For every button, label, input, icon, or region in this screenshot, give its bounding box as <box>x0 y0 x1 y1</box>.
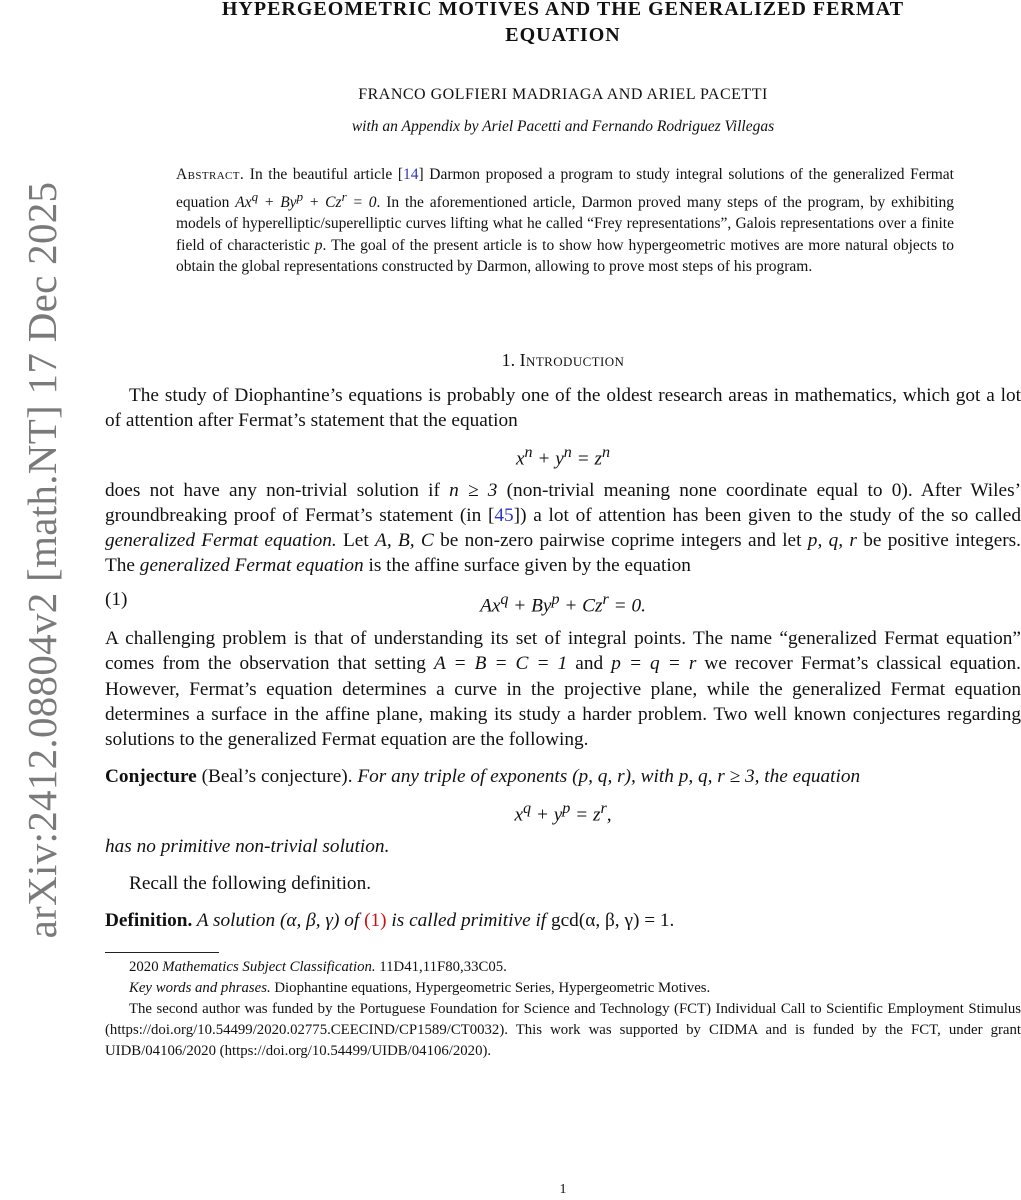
text: Diophantine equations, Hypergeometric Series, Hypergeometric Motives. <box>270 979 711 996</box>
keywords-footnote <box>105 978 1021 999</box>
text: , the equation <box>754 766 861 788</box>
page-number: 1 <box>559 1182 567 1197</box>
equation-1: (1) $Ax^q + By^p + Cz^r = 0$. <box>105 588 646 616</box>
equation-number: (1) <box>105 588 128 610</box>
conjecture-conclusion: has no primitive non-trivial solution. <box>105 835 390 857</box>
footnote-rule <box>105 952 219 953</box>
abstract-math-p: p <box>314 236 323 254</box>
abstract-text-3: . In the aforementioned article, Darmon proved many steps of the program, by exhibiting models of hyperelliptic/superelliptic curves lifting what he called “Frey representations”, Galois representations over a finite field of characteristic <box>176 193 955 254</box>
text: Let <box>336 530 376 552</box>
math: (α, β, γ) <box>280 910 340 932</box>
recall-text: Recall the following definition. <box>129 873 372 895</box>
text: A challenging problem is that of understanding its set of integral points. The name “generalized Fermat equation” comes from the observation that setting <box>105 628 1021 675</box>
text: A solution <box>192 910 280 932</box>
text: Key words and phrases. <box>129 979 271 996</box>
math: n ≥ 3 <box>449 479 498 501</box>
conjecture-name: (Beal’s conjecture). <box>196 766 353 788</box>
text: For any triple of exponents <box>352 766 573 788</box>
definition-label: Definition. <box>105 910 193 932</box>
abstract: Abstract. In the beautiful article [14] Darmon proposed a program to study integral solutions of the generalized Fermat equation $Ax^q + By^p + Cz^r = 0$. In the aforementioned article, Darmon proved many steps of the program, by exhibiting models of hyperelliptic/superelliptic curves lifting what he called “Frey representations”, Galois representations over a finite field of characteristic p. The goal of the present article is to show how hypergeometric motives are more natural objects to obtain the global representations constructed by Darmon, allowing to prove most steps of his program. <box>176 166 955 276</box>
funding-footnote: The second author was funded by the Portuguese Foundation for Science and Technology (FCT) Individual Call to Scientific Employment Stimulus (https://doi.org/10.54499/2020.02775.CEECIND/CP1589/CT0032). This work was supported by CIDMA and is funded by the FCT, under grant UIDB/04106/2020 (https://doi.org/10.54499/UIDB/04106/2020). <box>105 1000 1021 1059</box>
text: be positive integers. The <box>105 530 1021 577</box>
text: , with <box>631 766 679 788</box>
msc-footnote <box>105 957 1021 978</box>
citation-link[interactable]: 14 <box>403 166 419 183</box>
paper-page <box>105 0 1021 1197</box>
conjecture-label: Conjecture <box>105 766 197 788</box>
text: be non-zero pairwise coprime integers and let <box>433 530 808 552</box>
text: (non-trivial meaning none coordinate equal to 0). After Wiles’ groundbreaking proof of Fermat’s statement (in [ <box>105 479 1021 526</box>
abstract-label: Abstract. <box>176 166 245 183</box>
math: gcd(α, β, γ) = 1. <box>550 910 675 932</box>
fermat-equation: $x^n + y^n = z^n$ <box>515 444 611 470</box>
math: A = B = C = 1 <box>434 653 568 675</box>
authors: FRANCO GOLFIERI MADRIAGA AND ARIEL PACETTI <box>358 86 768 103</box>
appendix-credit: with an Appendix by Ariel Pacetti and Fernando Rodriguez Villegas <box>351 118 775 135</box>
text: 11D41,11F80,33C05. <box>375 958 507 975</box>
emphasis: generalized Fermat equation. <box>105 530 337 552</box>
paper-title <box>105 0 1021 48</box>
text: is the affine surface given by the equation <box>363 555 691 577</box>
text: Mathematics Subject Classification. <box>162 958 376 975</box>
abstract-text-4: . The goal of the present article is to show how hypergeometric motives are more natural objects to obtain the global representations constructed by Darmon, allowing to prove most steps of his program. <box>176 236 954 276</box>
footnotes <box>105 957 1021 1062</box>
paragraph-wiles <box>105 478 1021 579</box>
section-heading: 1. Introduction <box>501 349 625 370</box>
paragraph-problem <box>105 626 1021 752</box>
text: ]) a lot of attention has been given to the study of the so called <box>513 504 1021 526</box>
conjecture <box>105 764 1021 789</box>
title-line-2: EQUATION <box>505 24 621 46</box>
citation-link[interactable]: 45 <box>494 504 514 526</box>
math: p, q, r <box>807 530 857 552</box>
abstract-text-2: Darmon proposed a program to study integral solutions of the generalized Fermat equation <box>176 166 954 211</box>
text: we recover Fermat’s classical equation. However, Fermat’s equation determines a curve in the projective plane, while the generalized Fermat equation determines a surface in the affine plane, making its study a harder problem. Two well known conjectures regarding solutions to the generalized Fermat equation are the following. <box>105 653 1021 750</box>
abstract-text-1: In the beautiful article <box>244 166 398 183</box>
equation-reference-link[interactable]: (1) <box>364 910 387 932</box>
math: (p, q, r) <box>572 766 632 788</box>
math: A, B, C <box>375 530 434 552</box>
arxiv-identifier: arXiv:2412.08804v2 [math.NT] 17 Dec 2025 <box>19 181 65 939</box>
text: is called primitive if <box>386 910 551 932</box>
text: and <box>567 653 612 675</box>
math: p = q = r <box>611 653 697 675</box>
text: of <box>339 910 365 932</box>
body-text <box>105 383 1021 934</box>
paragraph-intro: The study of Diophantine’s equations is probably one of the oldest research areas in mathematics, which got a lot of attention after Fermat’s statement that the equation <box>105 384 1021 431</box>
title-line-1: HYPERGEOMETRIC MOTIVES AND THE GENERALIZED FERMAT <box>221 0 905 20</box>
definition <box>105 908 1021 933</box>
text: 2020 <box>129 958 163 975</box>
emphasis: generalized Fermat equation <box>139 555 364 577</box>
abstract-equation: $Ax^q + By^p + Cz^r = 0$ <box>235 188 377 211</box>
text: does not have any non-trivial solution if <box>105 479 450 501</box>
math: p, q, r ≥ 3 <box>678 766 755 788</box>
beal-equation: $x^q + y^p = z^r$, <box>514 800 612 826</box>
